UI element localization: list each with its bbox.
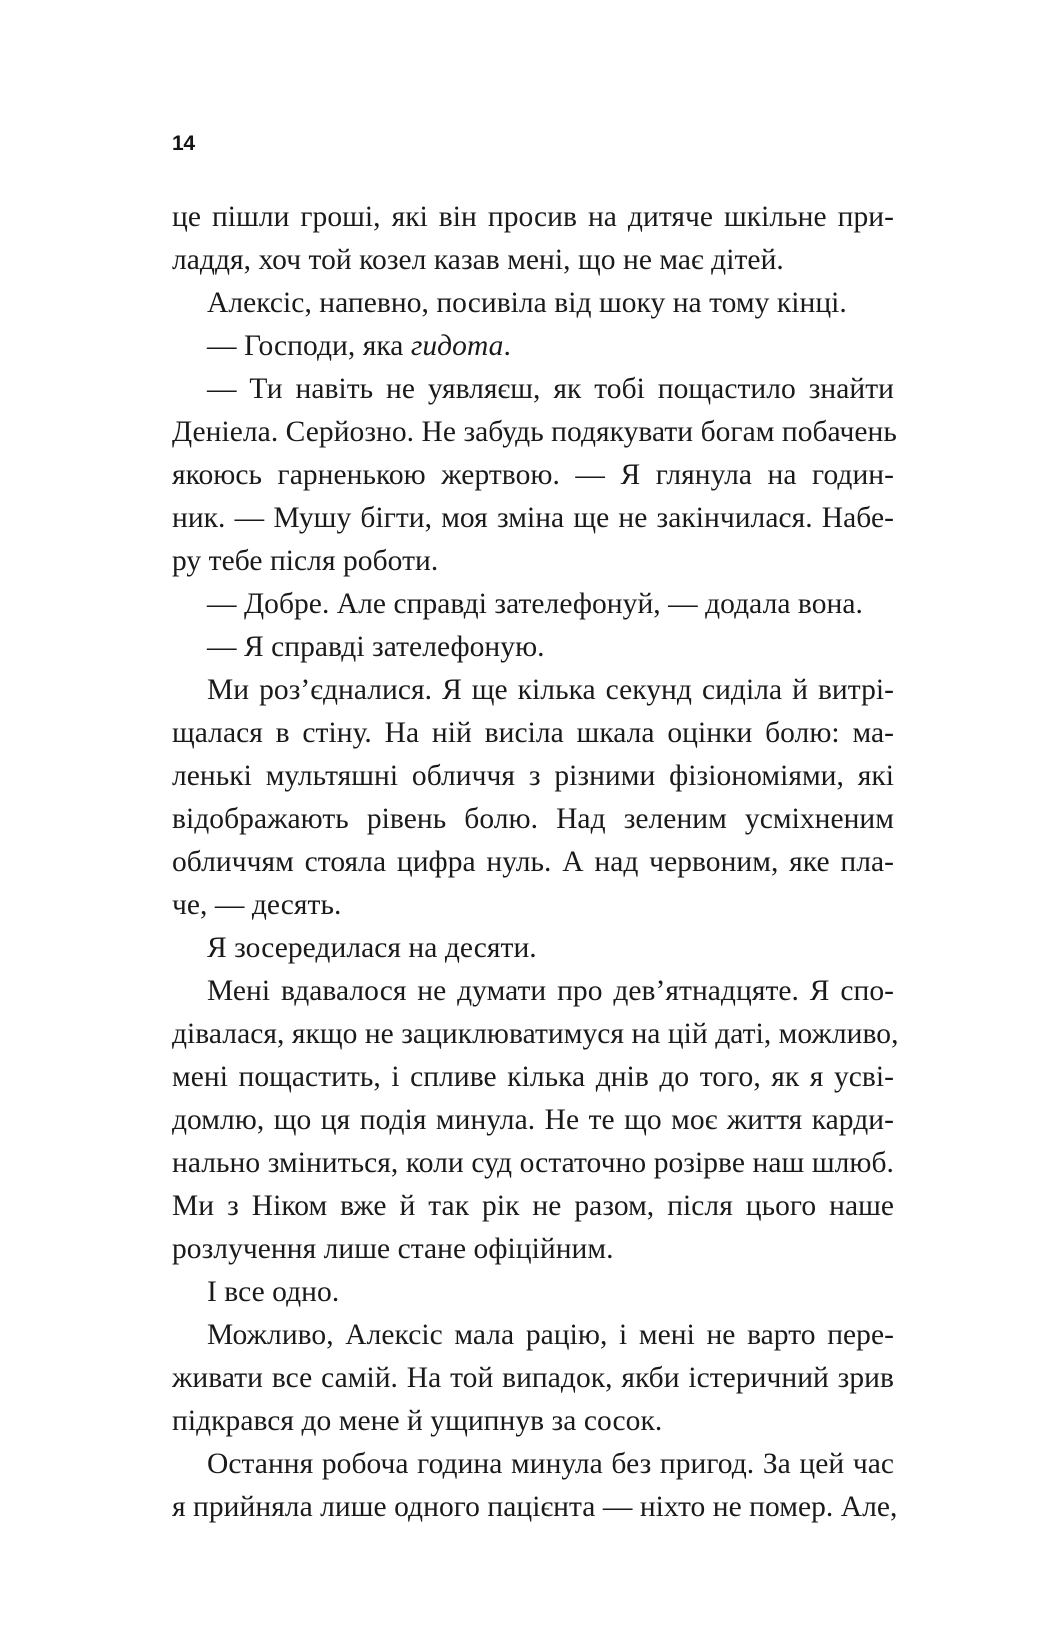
text-line: нально зміниться, коли суд остаточно розірве наш шлюб.: [172, 1147, 894, 1179]
text-line: домлю, що ця подія минула. Не те що моє життя карди-: [172, 1104, 894, 1136]
text-line: — Я справді зателефоную.: [207, 631, 545, 663]
text-line: живати все самій. На той випадок, якби істеричний зрив: [172, 1362, 894, 1394]
text-line: дівалася, якщо не зациклюватимуся на цій даті, можливо,: [172, 1018, 899, 1050]
body-text-block: [172, 196, 899, 1529]
text-line: че, — десять.: [172, 889, 342, 921]
text-line: ник. — Мушу бігти, моя зміна ще не закінчилася. Набе-: [172, 502, 894, 534]
text-line: Ми з Ніком вже й так рік не разом, після цього наше: [172, 1190, 894, 1222]
text-line: Мені вдавалося не думати про дев’ятнадцяте. Я спо-: [207, 975, 894, 1007]
text-line: розлучення лише стане офіційним.: [172, 1233, 614, 1265]
text-line: це пішли гроші, які він просив на дитяче шкільне при-: [172, 201, 894, 233]
text-line: щалася в стіну. На ній висіла шкала оцінки болю: ма-: [172, 717, 894, 749]
text-line: Я зосередилася на десяти.: [207, 932, 537, 964]
text-run: — Господи, яка: [207, 330, 411, 362]
text-line: Можливо, Алексіс мала рацію, і мені не варто пере-: [207, 1319, 894, 1351]
text-run-tail: .: [503, 330, 511, 362]
text-line: І все одно.: [207, 1276, 340, 1308]
emphasis-run: гидота: [410, 330, 504, 362]
text-line: я прийняла лише одного пацієнта — ніхто не помер. Але,: [172, 1491, 898, 1523]
text-line: — Добре. Але справді зателефонуй, — додала вона.: [207, 588, 863, 620]
text-line: [172, 325, 894, 368]
text-line: Алексіс, напевно, посивіла від шоку на тому кінці.: [207, 287, 847, 319]
text-line: Деніела. Серйозно. Не забудь подякувати богам побачень: [172, 416, 897, 448]
text-line: ру тебе після роботи.: [172, 545, 439, 577]
text-line: — Ти навіть не уявляєш, як тобі пощастило знайти: [207, 373, 894, 405]
text-line: ленькі мультяшні обличчя з різними фізіономіями, які: [172, 760, 894, 792]
text-line: обличчям стояла цифра нуль. А над червоним, яке пла-: [172, 846, 894, 878]
text-line: якоюсь гарненькою жертвою. — Я глянула на годин-: [172, 459, 894, 491]
text-line: мені пощастить, і спливе кілька днів до того, як я усві-: [172, 1061, 894, 1093]
text-line: відображають рівень болю. Над зеленим усміхненим: [172, 803, 894, 835]
text-line: Ми роз’єдналися. Я ще кілька секунд сиділа й витрі-: [207, 674, 894, 706]
text-line: Остання робоча година минула без пригод. За цей час: [207, 1448, 894, 1480]
text-line: ладдя, хоч той козел казав мені, що не має дітей.: [172, 244, 784, 276]
text-line: підкрався до мене й ущипнув за сосок.: [172, 1405, 663, 1437]
page-number: 14: [172, 132, 195, 155]
